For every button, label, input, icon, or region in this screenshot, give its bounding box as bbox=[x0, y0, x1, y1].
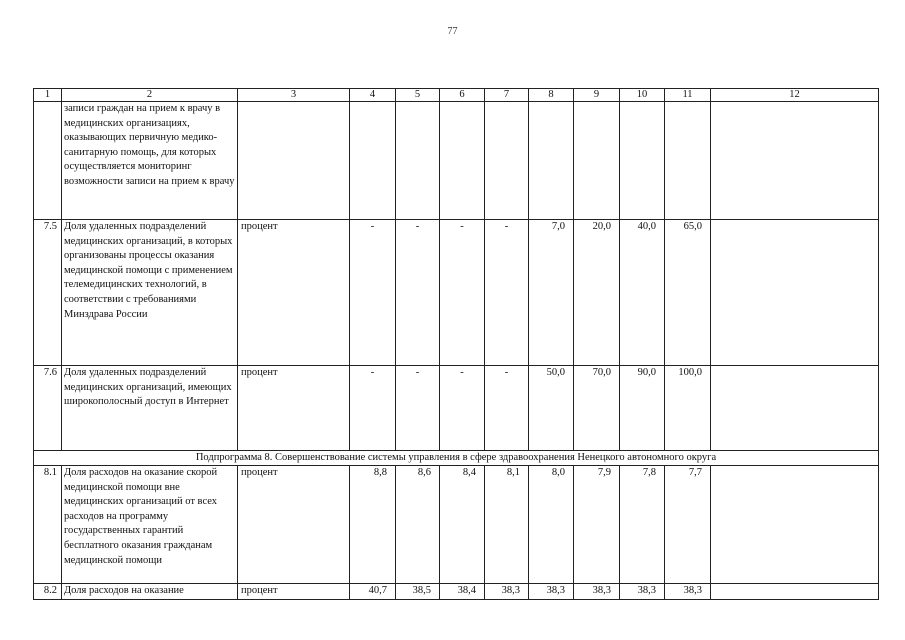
indicator-value bbox=[574, 102, 620, 220]
indicator-value: 90,0 bbox=[620, 366, 665, 451]
indicator-name: Доля удаленных подразделений медицинских организаций, имеющих широкополосный доступ в Интернет bbox=[62, 366, 238, 451]
table-row bbox=[34, 584, 879, 600]
indicator-value: - bbox=[440, 220, 485, 366]
indicator-value bbox=[485, 102, 529, 220]
table-row bbox=[34, 220, 879, 366]
indicator-value: 38,3 bbox=[574, 584, 620, 600]
unit-of-measure: процент bbox=[238, 466, 350, 584]
column-header: 3 bbox=[238, 89, 350, 102]
indicator-value: - bbox=[440, 366, 485, 451]
indicator-value: 8,0 bbox=[529, 466, 574, 584]
indicator-value bbox=[665, 102, 711, 220]
indicator-value: - bbox=[350, 366, 396, 451]
column-header: 6 bbox=[440, 89, 485, 102]
indicator-value: 70,0 bbox=[574, 366, 620, 451]
indicator-value: - bbox=[485, 366, 529, 451]
column-header: 12 bbox=[711, 89, 879, 102]
indicator-value: 20,0 bbox=[574, 220, 620, 366]
table-row bbox=[34, 466, 879, 584]
page-number: 77 bbox=[447, 26, 458, 37]
note-cell bbox=[711, 102, 879, 220]
indicator-value: 8,4 bbox=[440, 466, 485, 584]
indicator-value: 7,9 bbox=[574, 466, 620, 584]
indicator-value: 38,3 bbox=[665, 584, 711, 600]
indicator-value: 50,0 bbox=[529, 366, 574, 451]
indicator-value bbox=[529, 102, 574, 220]
unit-of-measure: процент bbox=[238, 220, 350, 366]
table-row bbox=[34, 366, 879, 451]
unit-of-measure bbox=[238, 102, 350, 220]
note-cell bbox=[711, 366, 879, 451]
header-row bbox=[34, 89, 879, 102]
unit-of-measure: процент bbox=[238, 584, 350, 600]
column-header: 8 bbox=[529, 89, 574, 102]
indicator-value: 7,0 bbox=[529, 220, 574, 366]
indicator-value: 8,1 bbox=[485, 466, 529, 584]
indicator-value: 7,8 bbox=[620, 466, 665, 584]
indicator-value: - bbox=[350, 220, 396, 366]
indicator-name: Доля расходов на оказание bbox=[62, 584, 238, 600]
indicator-name: Доля удаленных подразделений медицинских организаций, в которых организованы процессы оказания медицинской помощи с применением телемедицинских технологий, в соответствии с требованиями Минздрава России bbox=[62, 220, 238, 366]
row-number: 8.2 bbox=[34, 584, 62, 600]
indicator-value: - bbox=[396, 220, 440, 366]
note-cell bbox=[711, 220, 879, 366]
table-row bbox=[34, 102, 879, 220]
indicator-value: 7,7 bbox=[665, 466, 711, 584]
indicator-name: Доля расходов на оказание скорой медицинской помощи вне медицинских организаций от всех расходов на программу государственных гарантий бесплатного оказания гражданам медицинской помощи bbox=[62, 466, 238, 584]
row-number bbox=[34, 102, 62, 220]
indicator-value: 38,3 bbox=[485, 584, 529, 600]
row-number: 7.5 bbox=[34, 220, 62, 366]
indicator-value: 100,0 bbox=[665, 366, 711, 451]
subprogram-title: Подпрограмма 8. Совершенствование системы управления в сфере здравоохранения Ненецкого автономного округа bbox=[34, 451, 879, 466]
indicator-value bbox=[440, 102, 485, 220]
indicator-value: - bbox=[396, 366, 440, 451]
indicator-name: записи граждан на прием к врачу в медицинских организациях, оказывающих первичную медико-санитарную помощь, для которых осуществляется мониторинг возможности записи на прием к врачу bbox=[62, 102, 238, 220]
row-number: 8.1 bbox=[34, 466, 62, 584]
row-number: 7.6 bbox=[34, 366, 62, 451]
column-header: 10 bbox=[620, 89, 665, 102]
indicator-value: 40,0 bbox=[620, 220, 665, 366]
indicator-value: 38,3 bbox=[529, 584, 574, 600]
indicator-value bbox=[620, 102, 665, 220]
indicator-value: 38,5 bbox=[396, 584, 440, 600]
note-cell bbox=[711, 584, 879, 600]
indicator-value bbox=[396, 102, 440, 220]
column-header: 11 bbox=[665, 89, 711, 102]
indicator-value: 65,0 bbox=[665, 220, 711, 366]
column-header: 4 bbox=[350, 89, 396, 102]
unit-of-measure: процент bbox=[238, 366, 350, 451]
indicators-table bbox=[33, 88, 879, 600]
indicator-value: 38,4 bbox=[440, 584, 485, 600]
note-cell bbox=[711, 466, 879, 584]
indicator-value: 38,3 bbox=[620, 584, 665, 600]
subprogram-row bbox=[34, 451, 879, 466]
indicator-value: 8,6 bbox=[396, 466, 440, 584]
column-header: 2 bbox=[62, 89, 238, 102]
indicator-value bbox=[350, 102, 396, 220]
indicator-value: 40,7 bbox=[350, 584, 396, 600]
column-header: 9 bbox=[574, 89, 620, 102]
indicator-value: 8,8 bbox=[350, 466, 396, 584]
column-header: 7 bbox=[485, 89, 529, 102]
column-header: 1 bbox=[34, 89, 62, 102]
indicator-value: - bbox=[485, 220, 529, 366]
column-header: 5 bbox=[396, 89, 440, 102]
